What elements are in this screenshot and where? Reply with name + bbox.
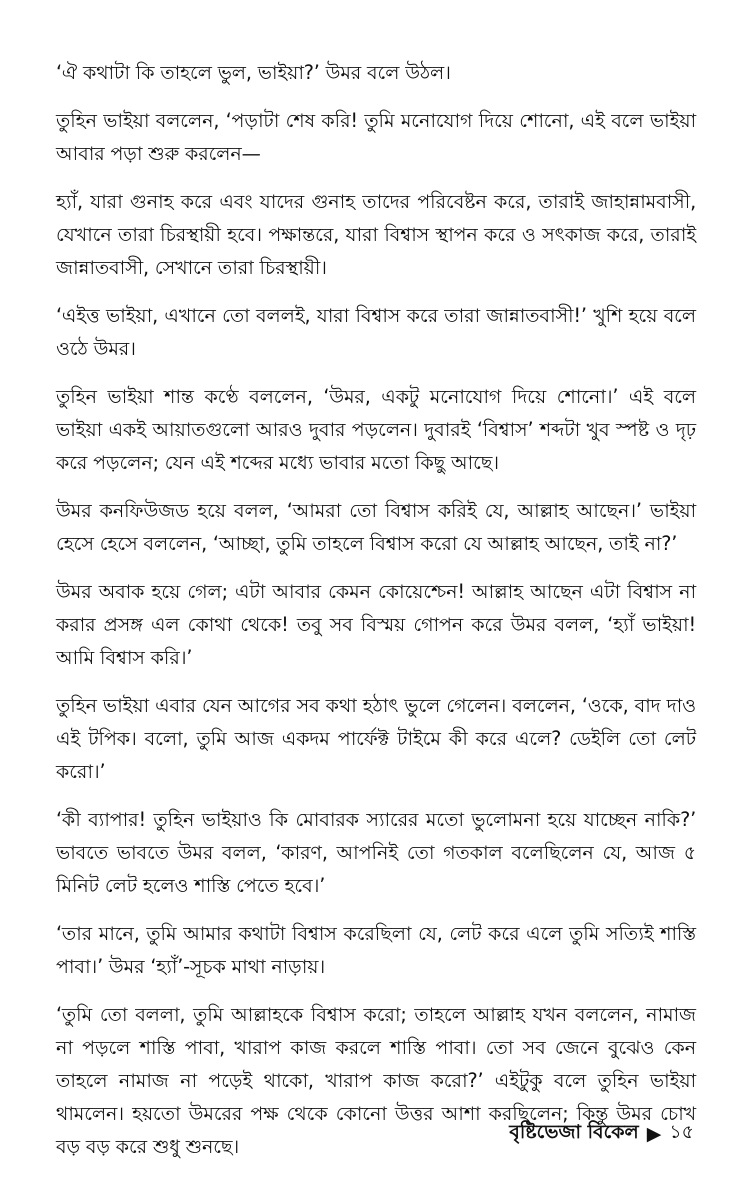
page-footer (509, 1118, 694, 1150)
paragraph-10: ‘তার মানে, তুমি আমার কথাটা বিশ্বাস করেছিলা যে, লেট করে এলে তুমি সত্যিই শাস্তি পাবা।’ উমর ‘হ্যাঁ’-সূচক মাথা নাড়ায়। (56, 922, 696, 978)
paragraph-5: তুহিন ভাইয়া শান্ত কণ্ঠে বললেন, ‘উমর, একটু মনোযোগ দিয়ে শোনো।’ এই বলে ভাইয়া একই আয়াতগুলো আরও দুবার পড়লেন। দুবারই ‘বিশ্বাস’ শব্দটা খুব স্পষ্ট ও দৃঢ় করে পড়লেন; যেন এই শব্দের মধ্যে ভাবার মতো কিছু আছে। (56, 385, 696, 474)
paragraph-2: তুহিন ভাইয়া বললেন, ‘পড়াটা শেষ করি! তুমি মনোযোগ দিয়ে শোনো, এই বলে ভাইয়া আবার পড়া শুরু করলেন— (56, 109, 696, 165)
page-number: ১৫ (669, 1121, 694, 1143)
paragraph-7: উমর অবাক হয়ে গেল; এটা আবার কেমন কোয়েশ্চেন! আল্লাহ আছেন এটা বিশ্বাস না করার প্রসঙ্গ এল কোথা থেকে! তবু সব বিস্ময় গোপন করে উমর বলল, ‘হ্যাঁ ভাইয়া! আমি বিশ্বাস করি।’ (56, 580, 696, 669)
book-title: বৃষ্টিভেজা বিকেল (509, 1121, 639, 1143)
paragraph-6: উমর কনফিউজড হয়ে বলল, ‘আমরা তো বিশ্বাস করিই যে, আল্লাহ আছেন।’ ভাইয়া হেসে হেসে বললেন, ‘আচ্ছা, তুমি তাহলে বিশ্বাস করো যে আল্লাহ আছেন, তাই না?’ (56, 499, 696, 555)
paragraph-9: ‘কী ব্যাপার! তুহিন ভাইয়াও কি মোবারক স্যারের মতো ভুলোমনা হয়ে যাচ্ছেন নাকি?’ ভাবতে ভাবতে উমর বলল, ‘কারণ, আপনিই তো গতকাল বলেছিলেন যে, আজ ৫ মিনিট লেট হলেও শাস্তি পেতে হবে।’ (56, 808, 696, 897)
paragraph-8: তুহিন ভাইয়া এবার যেন আগের সব কথা হঠাৎ ভুলে গেলেন। বললেন, ‘ওকে, বাদ দাও এই টপিক। বলো, তুমি আজ একদম পার্ফেক্ট টাইমে কী করে এলে? ডেইলি তো লেট করো।’ (56, 694, 696, 783)
paragraph-11: ‘তুমি তো বললা, তুমি আল্লাহকে বিশ্বাস করো; তাহলে আল্লাহ যখন বললেন, নামাজ না পড়লে শাস্তি পাবা, খারাপ কাজ করলে শাস্তি পাবা। তো সব জেনে বুঝেও কেন তাহলে নামাজ না পড়েই থাকো, খারাপ কাজ করো?’ এইটুকু বলে তুহিন ভাইয়া থামলেন। হয়তো উমরের পক্ষ থেকে কোনো উত্তর আশা করছিলেন; কিন্তু উমর চোখ বড় বড় করে শুধু শুনছে। (56, 1003, 696, 1158)
paragraph-4: ‘এইত্ত ভাইয়া, এখানে তো বললই, যারা বিশ্বাস করে তারা জান্নাতবাসী!’ খুশি হয়ে বলে ওঠে উমর। (56, 304, 696, 360)
page-body (56, 56, 696, 1178)
paragraph-1: ‘ঐ কথাটা কি তাহলে ভুল, ভাইয়া?’ উমর বলে উঠল। (56, 61, 451, 84)
paragraph-3: হ্যাঁ, যারা গুনাহ করে এবং যাদের গুনাহ তাদের পরিবেষ্টন করে, তারাই জাহান্নামবাসী, যেখানে তারা চিরস্থায়ী হবে। পক্ষান্তরে, যারা বিশ্বাস স্থাপন করে ও সৎকাজ করে, তারাই জান্নাতবাসী, সেখানে তারা চিরস্থায়ী। (56, 190, 696, 279)
play-arrow-icon: ▶ (646, 1123, 662, 1145)
